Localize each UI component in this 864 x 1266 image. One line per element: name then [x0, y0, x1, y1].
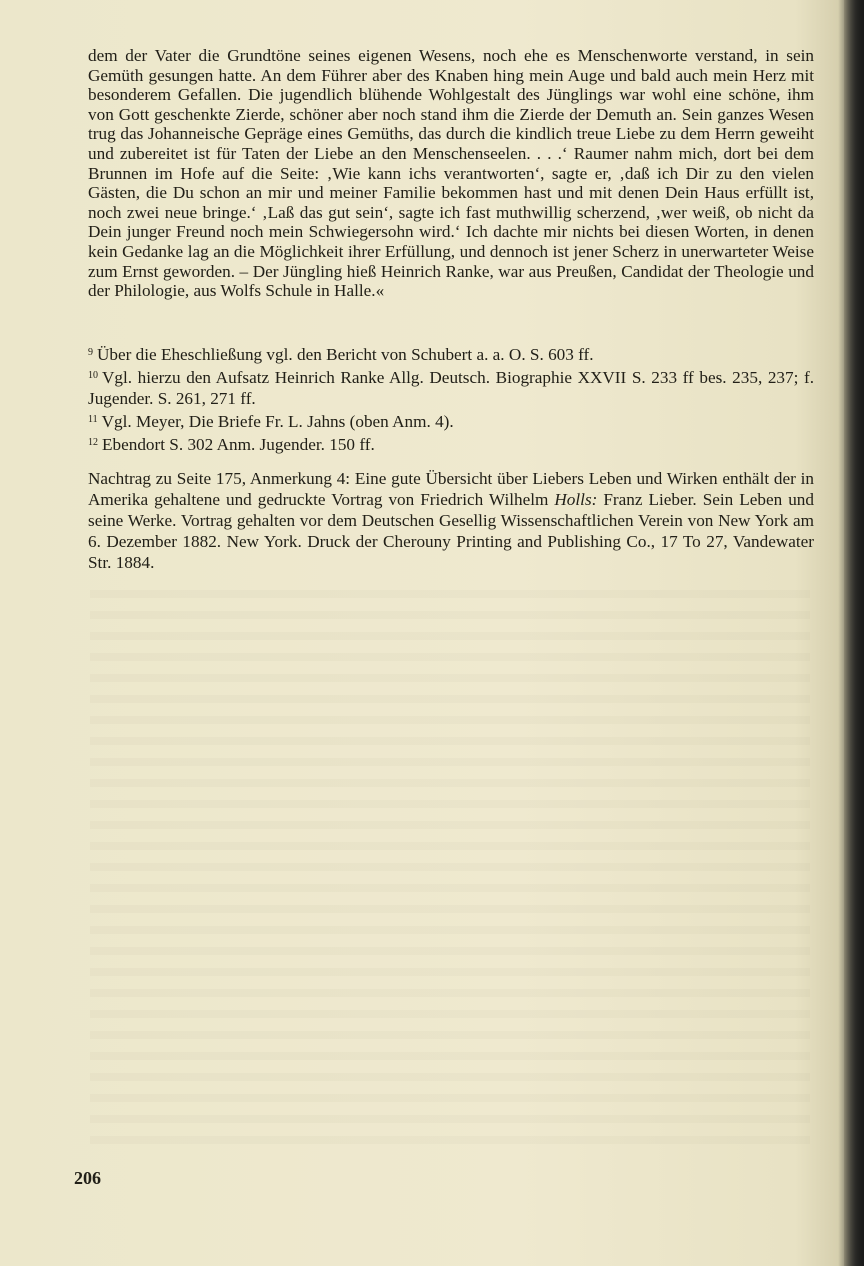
page-number: 206	[74, 1168, 101, 1188]
addendum-text-after: Franz Lieber. Sein Leben und seine Werke. Vortrag gehalten vor dem Deutschen Gesellig Wissenschaftlichen Verein von New York am 6. Dezember 1882. New York. Druck der Cherouny Printing and Publishing Co., 17 To 27, Vandewater Str. 1884.	[88, 490, 814, 572]
show-through-texture	[90, 590, 810, 1150]
footnote-text: Ebendort S. 302 Anm. Jugender. 150 ff.	[102, 435, 375, 454]
footnote-9	[88, 342, 814, 365]
addendum-paragraph	[88, 468, 814, 573]
footnote-10	[88, 365, 814, 409]
footnote-12	[88, 432, 814, 455]
main-paragraph: dem der Vater die Grundtöne seines eigenen Wesens, noch ehe es Menschenworte verstand, in sein Gemüth gesungen hatte. An dem Führer aber des Knaben hing mein Auge und bald auch mein Herz mit besonderem Gefallen. Die jugendlich blühende Wohlgestalt des Jünglings war wohl eine schöne, ihm von Gott geschenkte Zierde, schöner aber noch stand ihm die Zierde der Demuth an. Sein ganzes Wesen trug das Johanneische Gepräge eines Gemüths, das durch die kindlich treue Liebe zu dem Herrn geweiht und zubereitet ist für Taten der Liebe an den Menschenseelen. . . .‘ Raumer nahm mich, dort bei dem Brunnen im Hofe auf die Seite: ‚Wie kann ichs verantworten‘, sagte er, ‚daß ich Dir zu den vielen Gästen, die Du schon an mir und meiner Familie bekommen hast und mit denen Dein Haus erfüllt ist, noch zwei neue bringe.‘ ‚Laß das gut sein‘, sagte ich fast muthwillig scherzend, ‚wer weiß, ob nicht da Dein junger Freund noch mein Schwiegersohn wird.‘ Ich dachte mir nichts bei diesen Worten, in denen kein Gedanke lag an die Möglichkeit ihrer Erfüllung, und dennoch ist jener Scherz in unerwarteter Weise zum Ernst geworden. – Der Jüngling hieß Heinrich Ranke, war aus Preußen, Candidat der Theologie und der Philologie, aus Wolfs Schule in Halle.«	[88, 46, 814, 301]
main-text-block	[88, 46, 814, 301]
footnote-number: 10	[88, 370, 98, 381]
addendum-text-before: Nachtrag zu Seite 175, Anmerkung 4: Eine gute Übersicht über Liebers Leben und Wirken enthält der in Amerika gehaltene und gedruckte Vortrag von Friedrich Wilhelm	[88, 469, 814, 509]
footnote-number: 12	[88, 437, 98, 448]
addendum-block	[88, 468, 814, 573]
addendum-author: Holls:	[554, 490, 598, 509]
book-gutter	[844, 0, 864, 1266]
footnote-text: Über die Eheschließung vgl. den Bericht von Schubert a. a. O. S. 603 ff.	[97, 345, 594, 364]
footnote-11	[88, 409, 814, 432]
footnote-number: 11	[88, 414, 98, 425]
footnote-number: 9	[88, 347, 93, 358]
footnotes	[88, 342, 814, 455]
footnote-text: Vgl. hierzu den Aufsatz Heinrich Ranke Allg. Deutsch. Biographie XXVII S. 233 ff bes. 235, 237; f. Jugender. S. 261, 271 ff.	[88, 368, 814, 408]
footnote-text: Vgl. Meyer, Die Briefe Fr. L. Jahns (oben Anm. 4).	[101, 412, 454, 431]
